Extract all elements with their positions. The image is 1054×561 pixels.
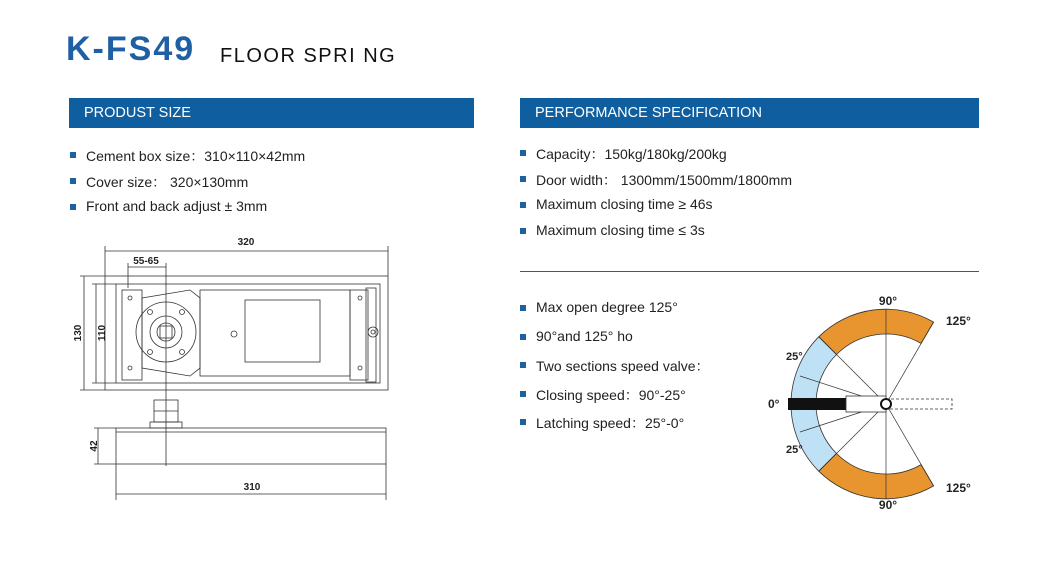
bullet-icon [70, 178, 76, 184]
opening-angle-diagram [760, 288, 980, 518]
list-item [520, 196, 792, 222]
dim-depth: 42 [89, 440, 100, 452]
bullet-icon [520, 362, 526, 368]
list-item [70, 198, 305, 224]
dim-width-bottom: 310 [243, 482, 261, 493]
list-item [520, 356, 710, 385]
bullet-icon [520, 305, 526, 311]
spec-text: Closing speed：90°-25° [536, 386, 686, 403]
performance-list [520, 144, 792, 248]
product-name: FLOOR SPRI NG [220, 45, 397, 67]
performance-spec-header: PERFORMANCE SPECIFICATION [520, 98, 979, 128]
dim-width-total: 320 [237, 237, 255, 248]
angle-label-left: 0° [768, 397, 780, 411]
bullet-icon [520, 150, 526, 156]
list-item [520, 299, 710, 328]
bullet-icon [520, 176, 526, 182]
dim-height-inner: 110 [97, 324, 108, 342]
bullet-icon [520, 202, 526, 208]
angle-label-bottom-right: 125° [946, 481, 971, 495]
bullet-icon [520, 334, 526, 340]
dim-offset: 55-65 [133, 256, 159, 267]
list-item [520, 144, 792, 170]
section-divider [520, 271, 979, 272]
angle-label-lower-left: 25° [786, 444, 803, 456]
bullet-icon [70, 204, 76, 210]
list-item [520, 170, 792, 196]
list-item [520, 385, 710, 414]
bullet-icon [70, 152, 76, 158]
list-item [520, 222, 792, 248]
spec-text: Cover size： 320×130mm [86, 174, 249, 190]
spec-text: 90°and 125° ho [536, 327, 633, 344]
spec-text: Maximum closing time ≥ 46s [536, 196, 713, 212]
spec-text: Cement box size：310×110×42mm [86, 148, 306, 164]
list-item [70, 172, 305, 198]
spec-text: Front and back adjust ± 3mm [86, 198, 268, 214]
list-item [520, 413, 710, 442]
model-number: K-FS49 [66, 30, 196, 68]
list-item [520, 328, 710, 357]
angle-label-top-right: 125° [946, 314, 971, 328]
spec-text: Max open degree 125° [536, 299, 678, 315]
dim-height-outer: 130 [73, 324, 84, 342]
spec-text: Maximum closing time ≤ 3s [536, 222, 705, 238]
spec-text: Door width： 1300mm/1500mm/1800mm [536, 172, 792, 188]
bullet-icon [520, 391, 526, 397]
angle-label-bottom: 90° [878, 498, 898, 512]
angle-label-upper-left: 25° [786, 351, 803, 363]
spec-text: Latching speed：25°-0° [536, 415, 685, 431]
dimension-drawing [60, 228, 400, 508]
angle-label-top: 90° [878, 294, 898, 308]
list-item [70, 146, 305, 172]
degree-list [520, 299, 710, 442]
spec-text: Capacity：150kg/180kg/200kg [536, 146, 727, 162]
spec-text: Two sections speed valve： [536, 358, 710, 374]
product-size-list [70, 146, 305, 224]
bullet-icon [520, 228, 526, 234]
bullet-icon [520, 419, 526, 425]
product-size-header: PRODUST SIZE [69, 98, 474, 128]
